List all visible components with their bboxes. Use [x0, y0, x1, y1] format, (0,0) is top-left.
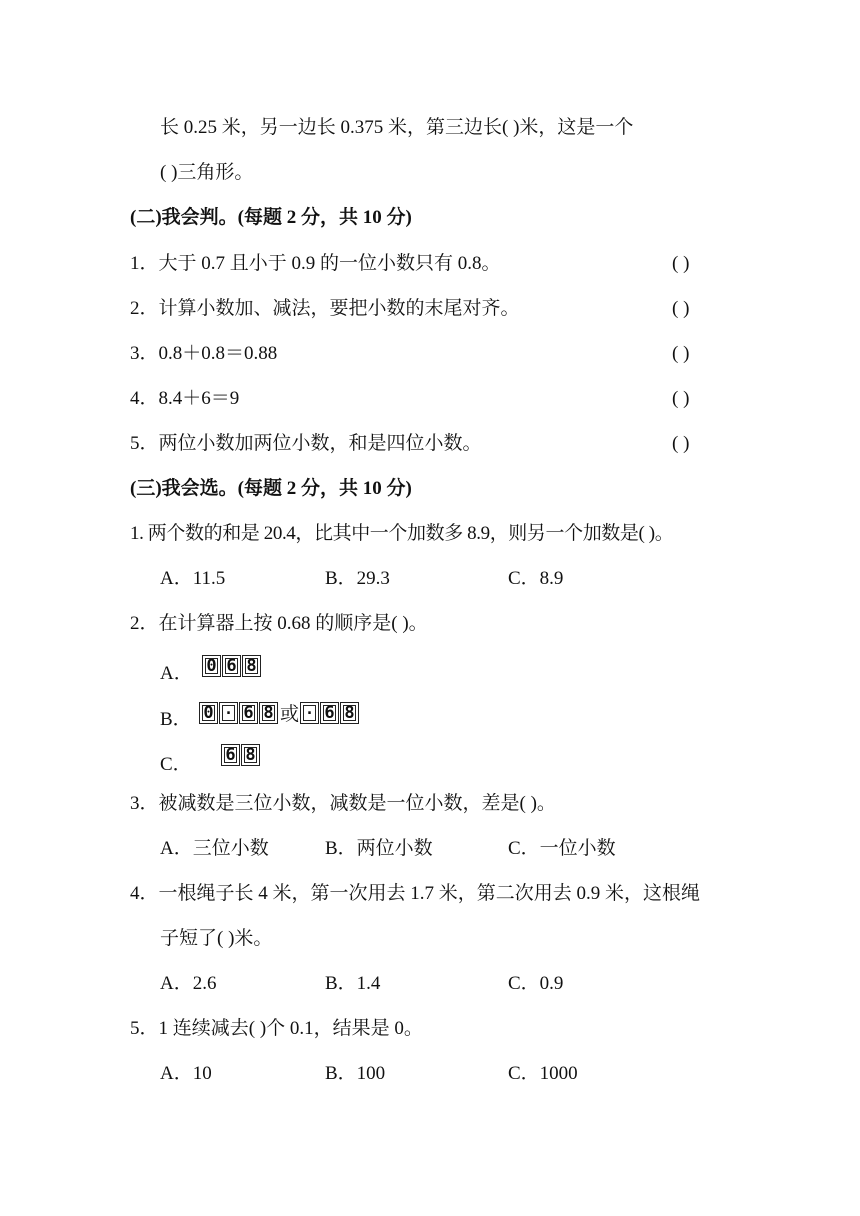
choice-question-3: 3．被减数是三位小数，减数是一位小数，差是( )。: [130, 793, 556, 814]
q1-option-c[interactable]: C．8.9: [508, 568, 564, 589]
intro-line-2: ( )三角形。: [160, 162, 254, 183]
section-2-heading: (二)我会判。(每题 2 分，共 10 分): [130, 207, 412, 228]
calculator-key: 8: [242, 655, 261, 677]
q2-option-b[interactable]: B．: [160, 709, 192, 730]
q3-option-a[interactable]: A．三位小数: [160, 838, 269, 859]
or-word: 或: [280, 703, 300, 725]
calculator-key: ·: [219, 702, 238, 724]
judge-item-2: 2．计算小数加、减法，要把小数的末尾对齐。: [130, 298, 520, 319]
q3-option-c[interactable]: C．一位小数: [508, 838, 616, 859]
judge-answer-blank-2[interactable]: ( ): [672, 298, 690, 319]
choice-question-5: 5．1 连续减去( )个 0.1，结果是 0。: [130, 1018, 423, 1039]
calculator-key: 0: [199, 702, 218, 724]
calculator-key: 8: [340, 702, 359, 724]
q4-option-a[interactable]: A．2.6: [160, 973, 217, 994]
q4-option-c[interactable]: C．0.9: [508, 973, 564, 994]
calculator-key: 0: [202, 655, 221, 677]
intro-line-1: 长 0.25 米，另一边长 0.375 米，第三边长( )米，这是一个: [160, 117, 634, 138]
q5-option-a[interactable]: A．10: [160, 1063, 212, 1084]
q2-option-a[interactable]: A．: [160, 663, 193, 684]
q3-option-b[interactable]: B．两位小数: [325, 838, 433, 859]
judge-answer-blank-1[interactable]: ( ): [672, 253, 690, 274]
calculator-key: 8: [259, 702, 278, 724]
q2-option-c-keys: [221, 744, 261, 766]
q1-option-a[interactable]: A．11.5: [160, 568, 226, 589]
q2-option-b-keys: [199, 699, 360, 726]
judge-item-4: 4．8.4＋6＝9: [130, 388, 240, 409]
calculator-key: 6: [320, 702, 339, 724]
calculator-key: 8: [241, 744, 260, 766]
q2-option-c[interactable]: C．: [160, 754, 192, 775]
judge-answer-blank-5[interactable]: ( ): [672, 433, 690, 454]
calculator-key: 6: [221, 744, 240, 766]
judge-item-1: 1．大于 0.7 且小于 0.9 的一位小数只有 0.8。: [130, 253, 501, 274]
q5-option-b[interactable]: B．100: [325, 1063, 386, 1084]
calculator-key: ·: [300, 702, 319, 724]
choice-question-2: 2．在计算器上按 0.68 的顺序是( )。: [130, 613, 428, 634]
judge-item-5: 5．两位小数加两位小数，和是四位小数。: [130, 433, 482, 454]
q1-option-b[interactable]: B．29.3: [325, 568, 390, 589]
choice-question-4-line-2: 子短了( )米。: [160, 928, 273, 949]
judge-item-3: 3．0.8＋0.8＝0.88: [130, 343, 278, 364]
q5-option-c[interactable]: C．1000: [508, 1063, 578, 1084]
judge-answer-blank-3[interactable]: ( ): [672, 343, 690, 364]
choice-question-4-line-1: 4．一根绳子长 4 米，第一次用去 1.7 米，第二次用去 0.9 米，这根绳: [130, 883, 701, 904]
q4-option-b[interactable]: B．1.4: [325, 973, 381, 994]
judge-answer-blank-4[interactable]: ( ): [672, 388, 690, 409]
calculator-key: 6: [239, 702, 258, 724]
calculator-key: 6: [222, 655, 241, 677]
q2-option-a-keys: [202, 655, 262, 677]
section-3-heading: (三)我会选。(每题 2 分，共 10 分): [130, 478, 412, 499]
choice-question-1: 1. 两个数的和是 20.4，比其中一个加数多 8.9，则另一个加数是( )。: [130, 523, 674, 544]
